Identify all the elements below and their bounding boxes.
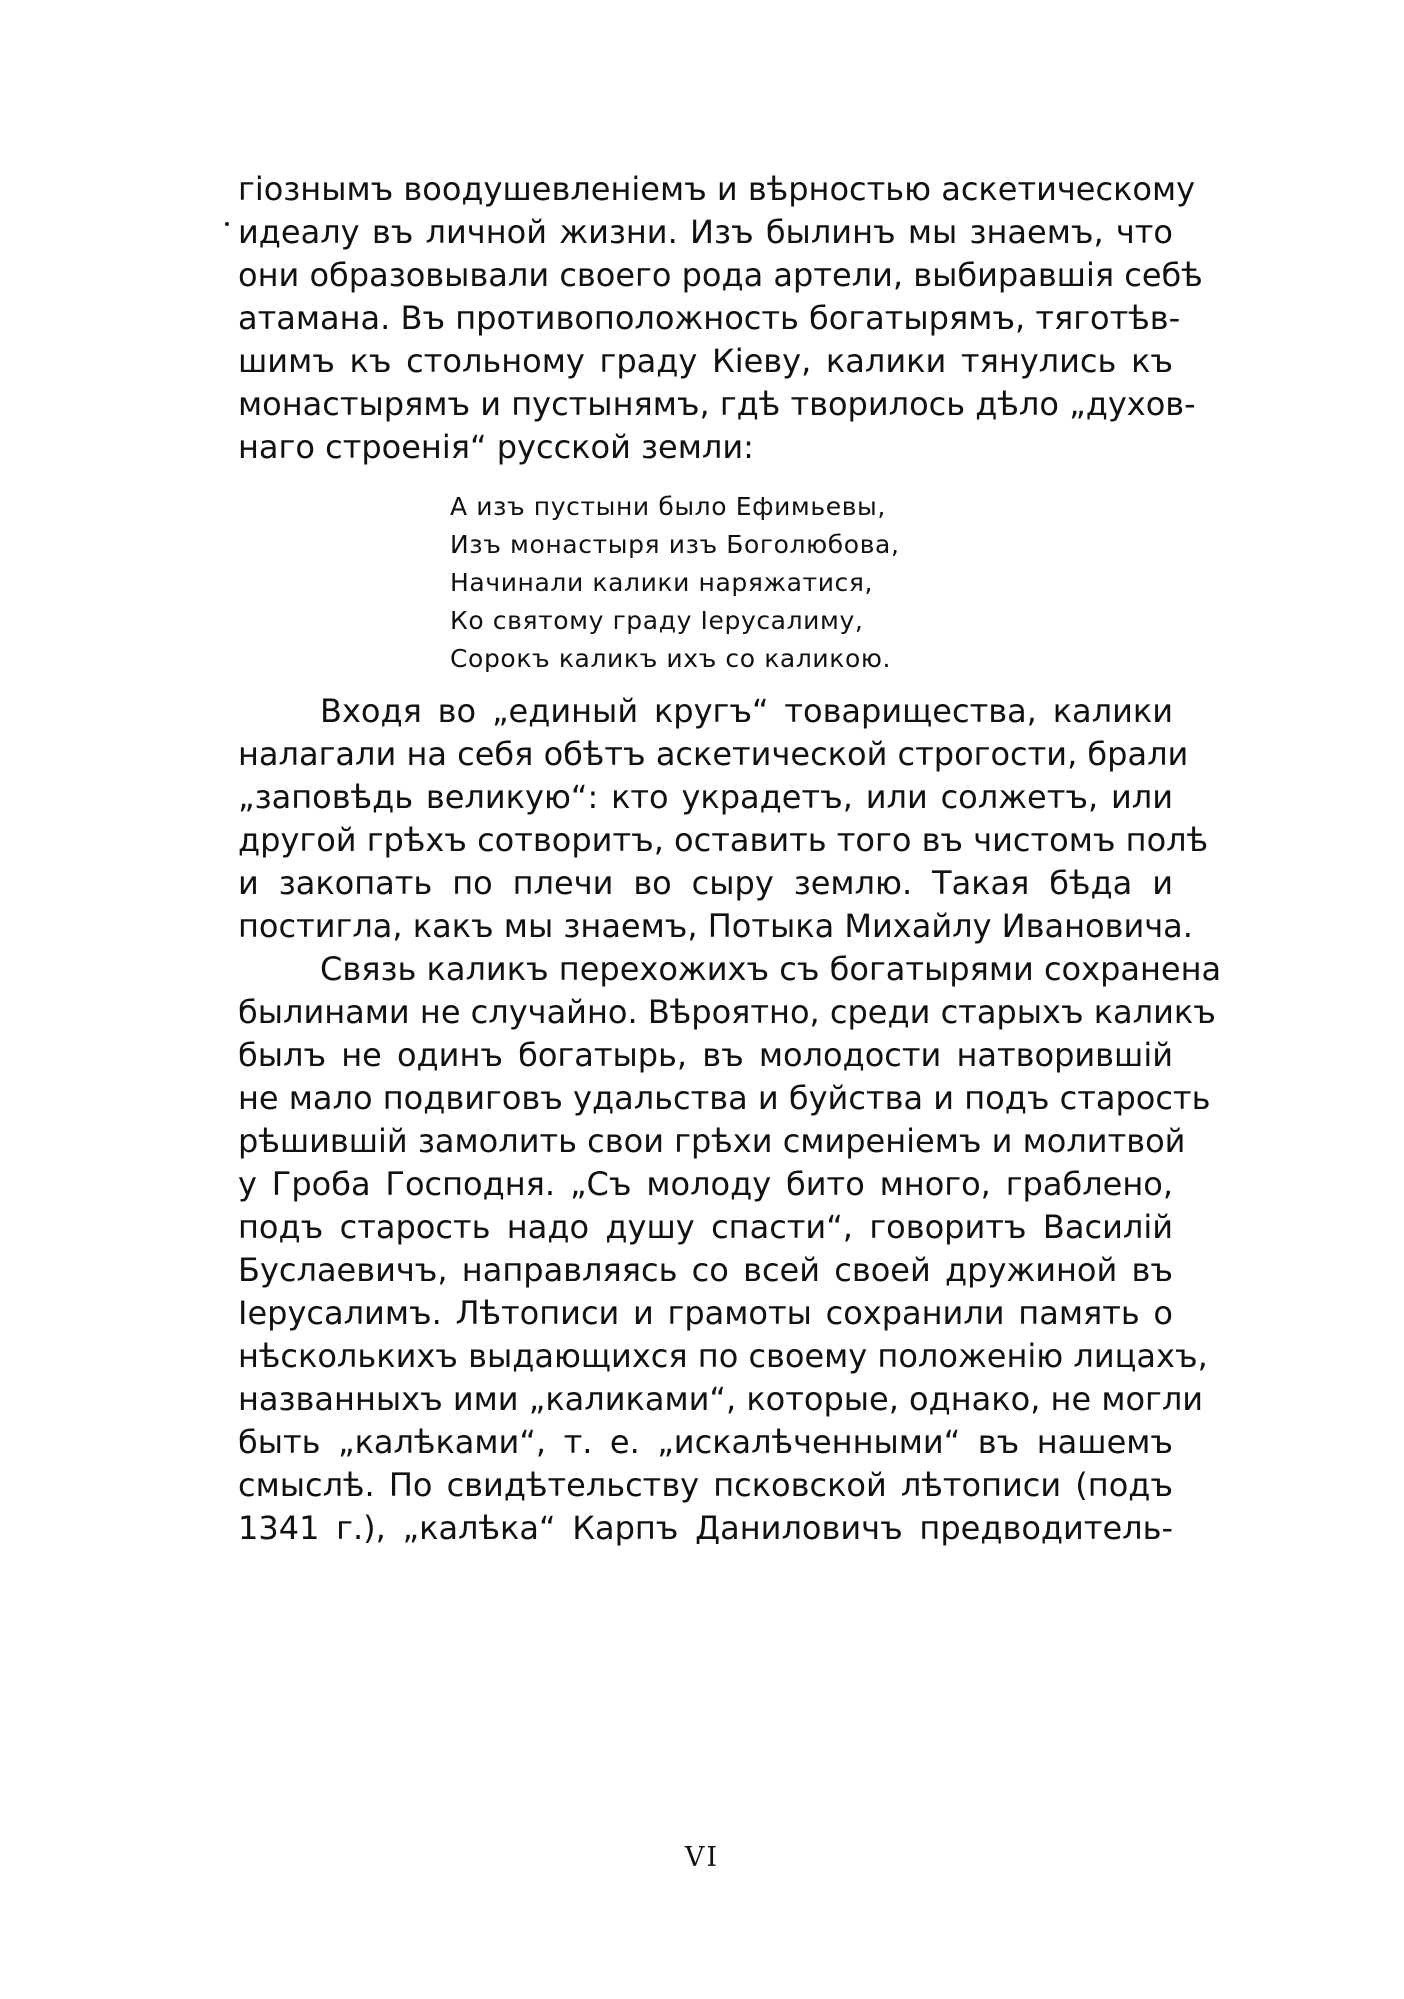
text-line: монастырямъ и пустынямъ, гдѣ творилось дѣло „духов- — [238, 385, 1196, 423]
text-line: постигла, какъ мы знаемъ, Потыка Михайлу Ивановича. — [238, 907, 1193, 945]
text-line: смыслѣ. По свидѣтельству псковской лѣтописи (подъ — [238, 1466, 1173, 1504]
text-line: нѣсколькихъ выдающихся по своему положенію лицахъ, — [238, 1337, 1208, 1375]
text-line: и закопать по плечи во сыру землю. Такая бѣда и — [238, 864, 1173, 902]
verse-line: А изъ пустыни было Ефимьевы, — [450, 492, 886, 521]
text-line: не мало подвиговъ удальства и буйства и подъ старость — [238, 1079, 1211, 1117]
verse-line: Изъ монастыря изъ Боголюбова, — [450, 530, 900, 559]
ink-speck — [225, 222, 229, 226]
text-line: Входя во „единый кругъ“ товарищества, калики — [320, 692, 1173, 730]
verse-quotation — [450, 488, 950, 678]
text-line: атамана. Въ противоположность богатырямъ, тяготѣв- — [238, 299, 1181, 337]
paragraph-1 — [238, 168, 1203, 469]
text-line: Іерусалимъ. Лѣтописи и грамоты сохранили память о — [238, 1294, 1173, 1332]
text-line: 1341 г.), „калѣка“ Карпъ Даниловичъ предводитель- — [238, 1509, 1173, 1547]
text-line: рѣшившій замолить свои грѣхи смиреніемъ и молитвой — [238, 1122, 1186, 1160]
paragraphs-2-3 — [238, 690, 1222, 1550]
text-line: у Гроба Господня. „Съ молоду бито много, граблено, — [238, 1165, 1173, 1203]
text-line: быть „калѣками“, т. е. „искалѣченными“ въ нашемъ — [238, 1423, 1173, 1461]
text-line: налагали на себя обѣтъ аскетической строгости, брали — [238, 735, 1189, 773]
text-line: Связь каликъ перехожихъ съ богатырями сохранена — [320, 950, 1222, 988]
text-line: другой грѣхъ сотворитъ, оставить того въ чистомъ полѣ — [238, 821, 1209, 859]
page-number: VI — [684, 1842, 720, 1873]
text-line: былъ не одинъ богатырь, въ молодости натворившій — [238, 1036, 1173, 1074]
verse-line: Ко святому граду Іерусалиму, — [450, 606, 864, 635]
text-line: гіознымъ воодушевленіемъ и вѣрностью аскетическому — [238, 170, 1196, 208]
text-line: Буслаевичъ, направляясь со всей своей дружиной въ — [238, 1251, 1173, 1289]
text-line: былинами не случайно. Вѣроятно, среди старыхъ каликъ — [238, 993, 1216, 1031]
text-line: названныхъ ими „каликами“, которые, однако, не могли — [238, 1380, 1204, 1418]
text-line: подъ старость надо душу спасти“, говоритъ Василій — [238, 1208, 1173, 1246]
text-line: наго строенія“ русской земли: — [238, 428, 754, 466]
text-line: „заповѣдь великую“: кто украдетъ, или солжетъ, или — [238, 778, 1173, 816]
verse-line: Сорокъ каликъ ихъ со каликою. — [450, 644, 892, 673]
verse-line: Начинали калики наряжатися, — [450, 568, 874, 597]
text-line: шимъ къ стольному граду Кіеву, калики тянулись къ — [238, 342, 1173, 380]
text-line: идеалу въ личной жизни. Изъ былинъ мы знаемъ, что — [238, 213, 1173, 251]
text-line: они образовывали своего рода артели, выбиравшія себѣ — [238, 256, 1203, 294]
